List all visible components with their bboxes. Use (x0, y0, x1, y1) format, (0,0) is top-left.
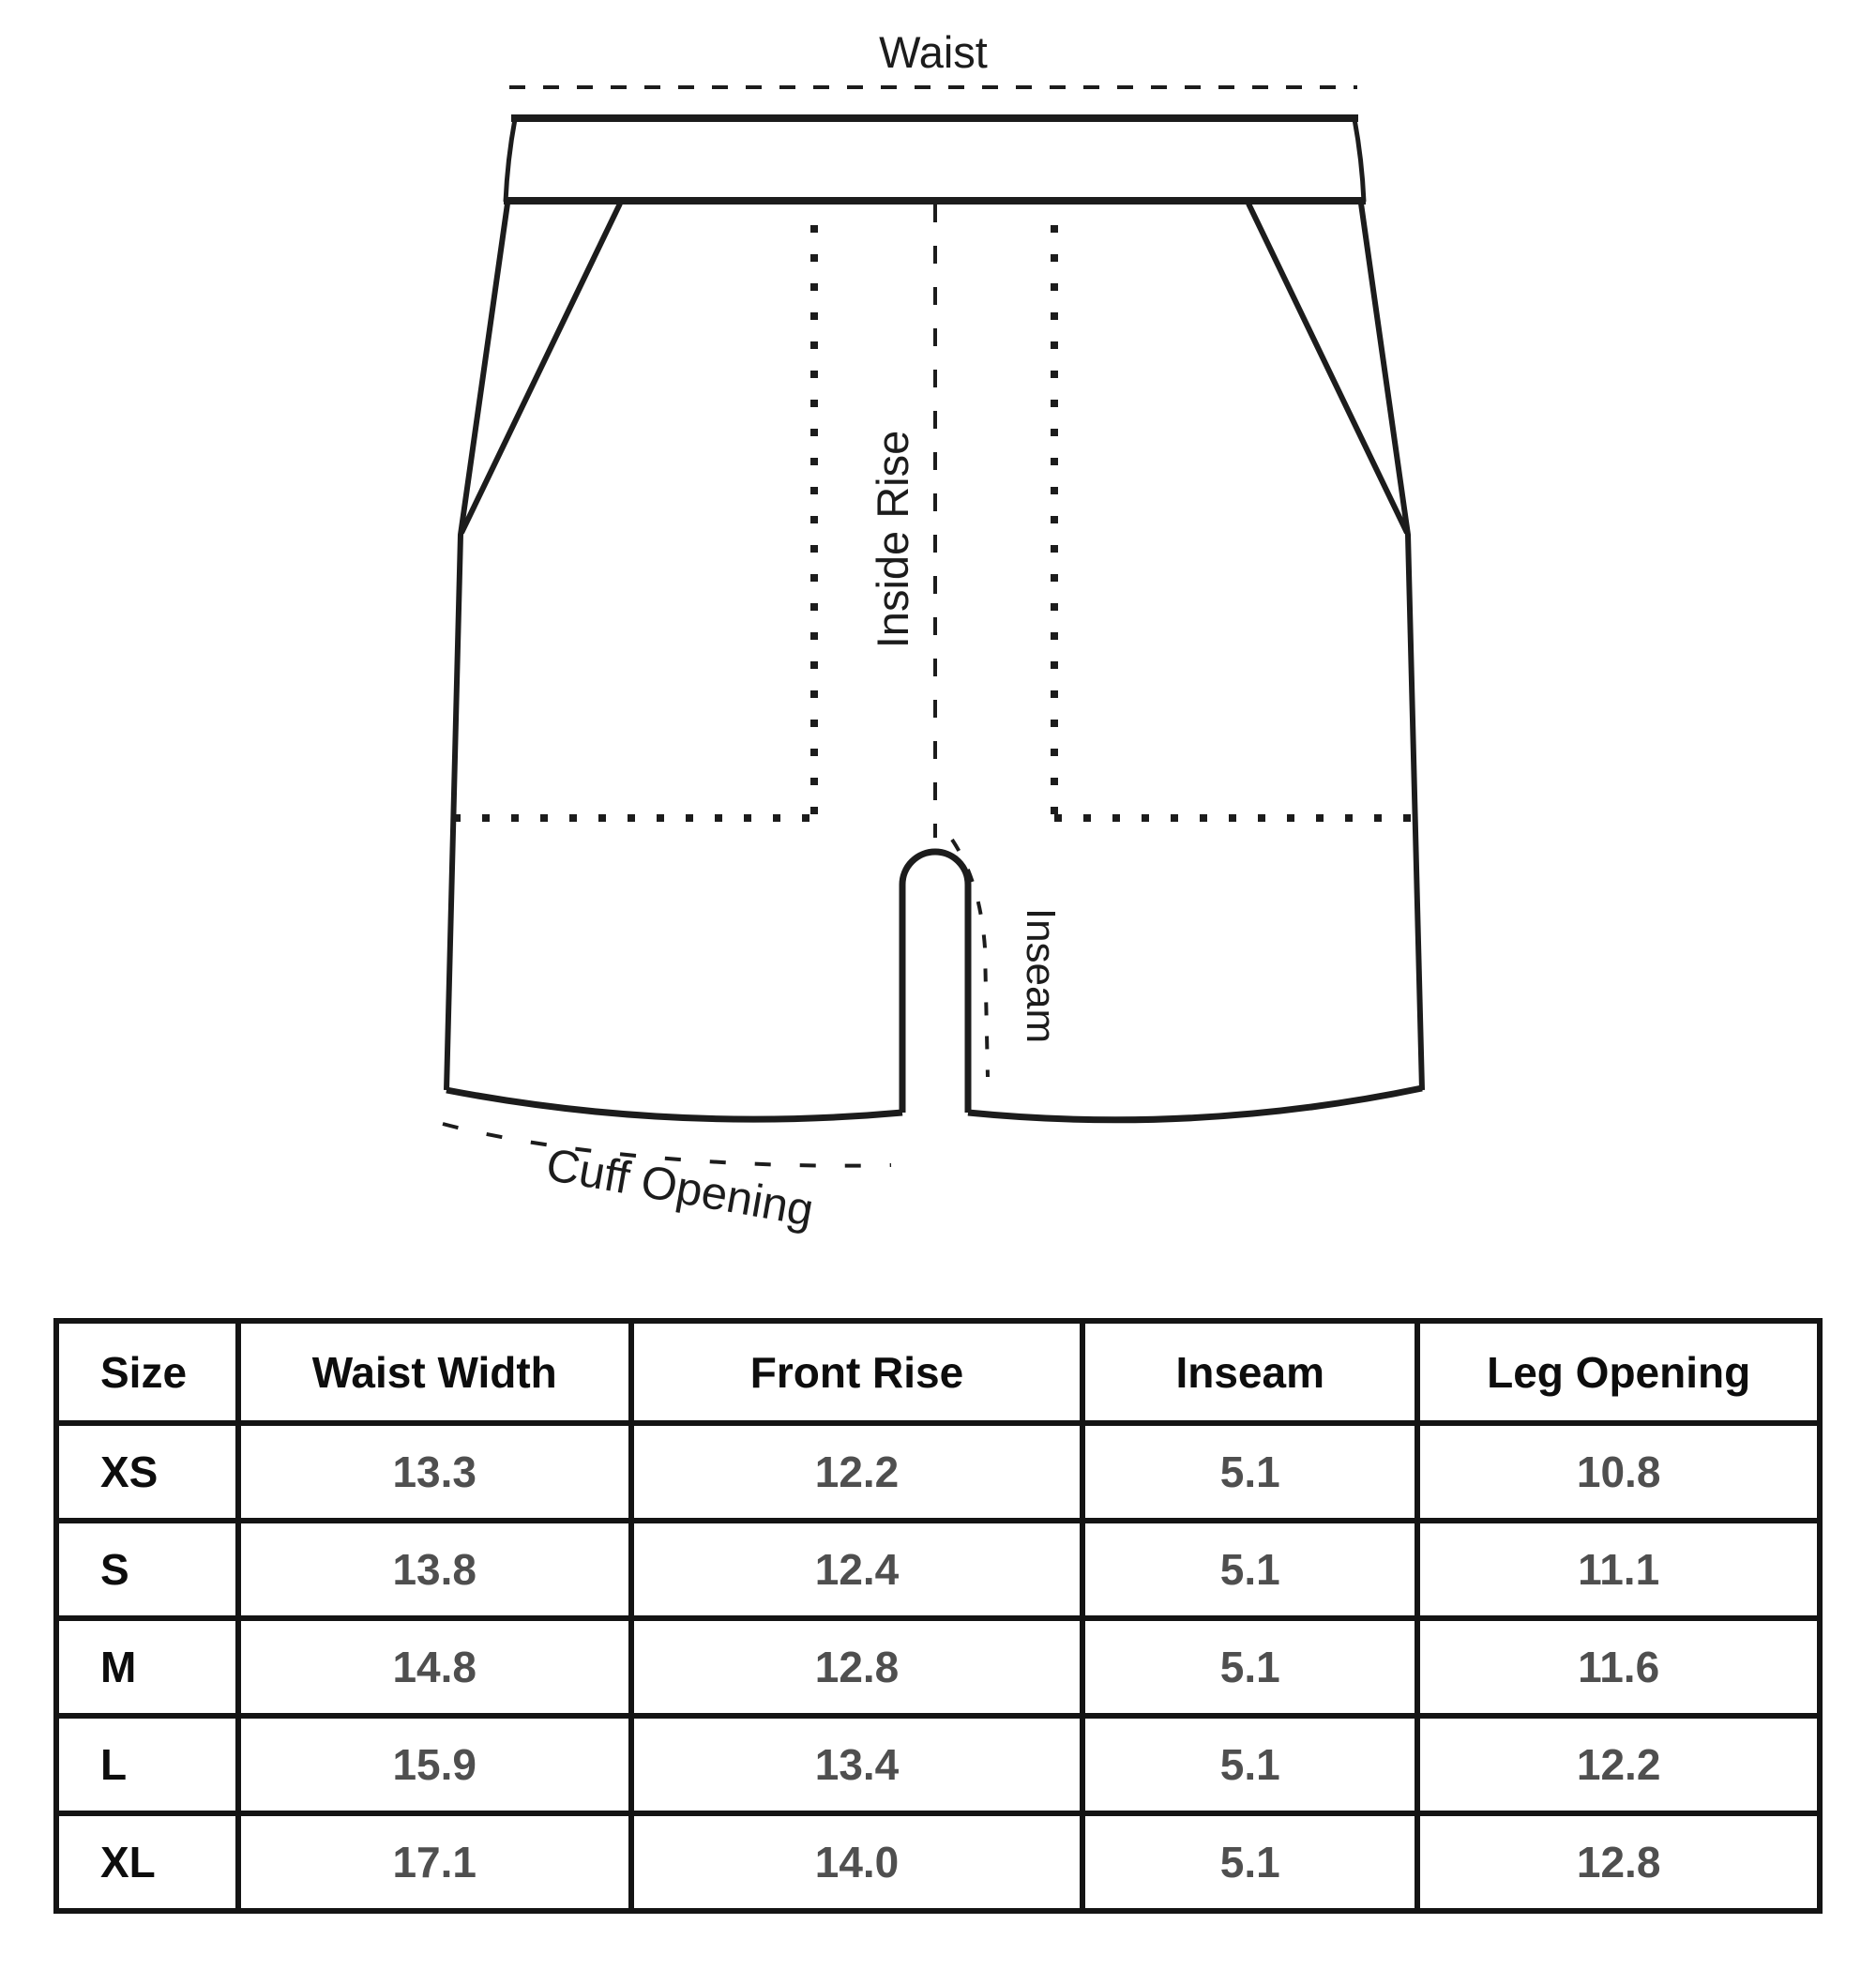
table-row-m (56, 1618, 1820, 1716)
header-size: Size (56, 1321, 238, 1423)
size-cell: XS (56, 1423, 238, 1521)
table-row-l (56, 1716, 1820, 1813)
table-row-xl (56, 1813, 1820, 1911)
waist-width-cell: 15.9 (238, 1716, 631, 1813)
right-side-seam (1361, 204, 1422, 1090)
waist-label: Waist (879, 27, 988, 77)
leg-opening-cell: 12.2 (1417, 1716, 1820, 1813)
front-rise-cell: 12.2 (631, 1423, 1082, 1521)
front-rise-cell: 12.4 (631, 1521, 1082, 1618)
header-leg-opening: Leg Opening (1417, 1321, 1820, 1423)
leg-opening-cell: 11.1 (1417, 1521, 1820, 1618)
table-row-xs (56, 1423, 1820, 1521)
table-row-s (56, 1521, 1820, 1618)
leg-opening-cell: 12.8 (1417, 1813, 1820, 1911)
front-rise-cell: 14.0 (631, 1813, 1082, 1911)
size-chart-table (53, 1318, 1823, 1914)
inseam-cell: 5.1 (1082, 1716, 1417, 1813)
cuff-opening-label: Cuff Opening (542, 1139, 818, 1236)
waist-width-cell: 14.8 (238, 1618, 631, 1716)
right-leg-hem (968, 1088, 1422, 1120)
front-rise-cell: 12.8 (631, 1618, 1082, 1716)
waist-width-cell: 13.8 (238, 1521, 631, 1618)
size-cell: XL (56, 1813, 238, 1911)
leg-opening-cell: 10.8 (1417, 1423, 1820, 1521)
inseam-cell: 5.1 (1082, 1423, 1417, 1521)
waist-width-cell: 17.1 (238, 1813, 631, 1911)
header-front-rise: Front Rise (631, 1321, 1082, 1423)
inside-rise-label: Inside Rise (868, 430, 917, 649)
left-side-seam (446, 204, 507, 1090)
waistband-right-edge (1354, 119, 1364, 202)
header-waist-width: Waist Width (238, 1321, 631, 1423)
size-cell: S (56, 1521, 238, 1618)
waist-width-cell: 13.3 (238, 1423, 631, 1521)
inseam-cell: 5.1 (1082, 1813, 1417, 1911)
inseam-label: Inseam (1018, 907, 1064, 1044)
size-cell: M (56, 1618, 238, 1716)
inseam-cell: 5.1 (1082, 1618, 1417, 1716)
waistband-left-edge (506, 119, 515, 202)
crotch-curve (902, 852, 968, 1113)
header-inseam: Inseam (1082, 1321, 1417, 1423)
inseam-cell: 5.1 (1082, 1521, 1417, 1618)
leg-opening-cell: 11.6 (1417, 1618, 1820, 1716)
size-chart-section (53, 1318, 1823, 1914)
left-leg-hem (446, 1090, 902, 1119)
size-cell: L (56, 1716, 238, 1813)
table-header-row (56, 1321, 1820, 1423)
front-rise-cell: 13.4 (631, 1716, 1082, 1813)
